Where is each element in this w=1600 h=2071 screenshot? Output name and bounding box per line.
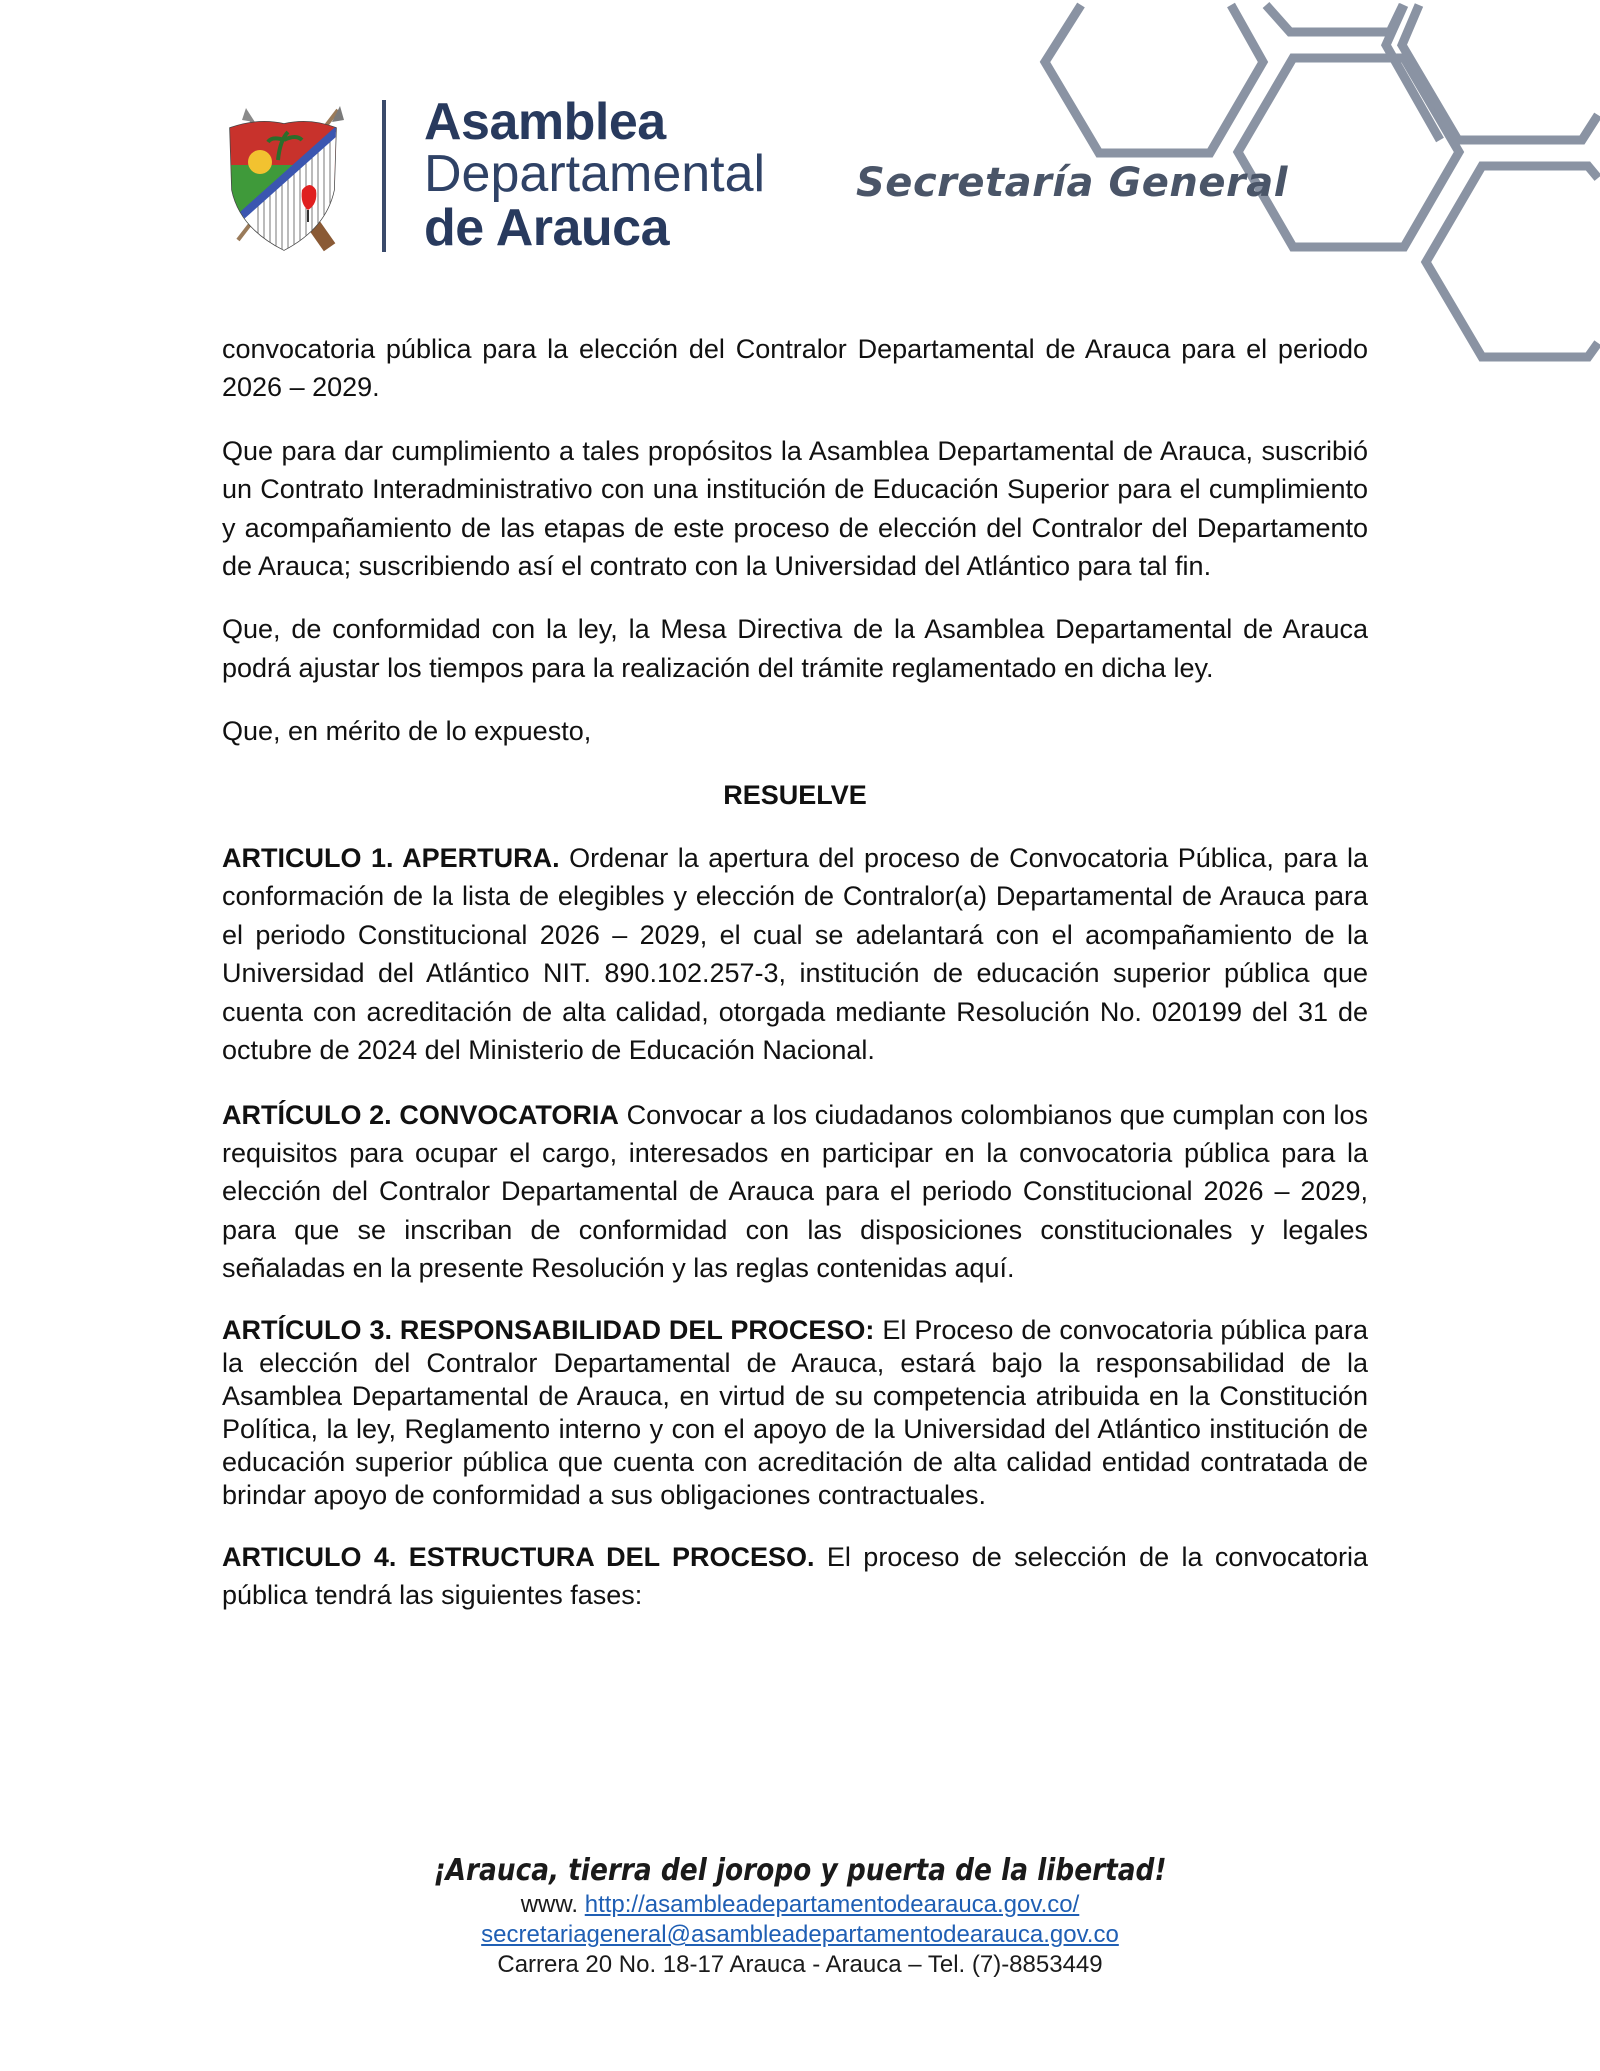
article-1: [222, 839, 1368, 1069]
footer-motto: ¡Arauca, tierra del joropo y puerta de la libertad!: [433, 1853, 1167, 1888]
logo-line-de-arauca: de Arauca: [424, 199, 670, 257]
website-prefix: www.: [520, 1891, 585, 1918]
email-link[interactable]: secretariageneral@asambleadepartamentodearauca.gov.co: [481, 1921, 1119, 1948]
article-heading: ARTICULO 4. ESTRUCTURA DEL PROCESO.: [222, 1541, 815, 1572]
logo-line-asamblea: Asamblea: [424, 93, 666, 151]
article-3: [222, 1314, 1368, 1512]
hexagon-shape: [1402, 5, 1598, 140]
article-heading: ARTÍCULO 2. CONVOCATORIA: [222, 1099, 619, 1130]
footer-website-line: [0, 1890, 1600, 1920]
article-heading: ARTICULO 1. APERTURA.: [222, 843, 560, 874]
footer-address: Carrera 20 No. 18-17 Arauca - Arauca – Tel. (7)-8853449: [497, 1951, 1103, 1978]
hexagon-shape: [1266, 5, 1403, 32]
footer-email-line: [0, 1920, 1600, 1950]
hexagon-shape: [1238, 58, 1459, 247]
institution-logo-text: [424, 93, 766, 257]
article-heading: ARTÍCULO 3. RESPONSABILIDAD DEL PROCESO:: [222, 1314, 875, 1345]
article-text: Convocar a los ciudadanos colombianos que cumplan con los requisitos para ocupar el cargo, interesados en participar en la convocatoria pública para la elección del Contralor Departamental de Arauca para el periodo Constitucional 2026 – 2029, para que se inscriban de conformidad con las disposiciones constitucionales y legales señaladas en la presente Resolución y las reglas contenidas aquí.: [222, 1099, 1368, 1284]
hexagon-shape: [1045, 5, 1263, 153]
paragraph-merito: Que, en mérito de lo expuesto,: [222, 716, 592, 747]
article-text: El Proceso de convocatoria pública para la elección del Contralor Departamental de Arauca, estará bajo la responsabilidad de la Asamblea Departamental de Arauca, en virtud de su competencia atribuida en la Constitución Política, la ley, Reglamento interno y con el apoyo de la Universidad del Atlántico institución de educación superior pública que cuenta con acreditación de alta calidad entidad contratada de brindar apoyo de conformidad a sus obligaciones contractuales.: [222, 1314, 1368, 1510]
article-4: [222, 1538, 1368, 1615]
paragraph-contract: Que para dar cumplimiento a tales propósitos la Asamblea Departamental de Arauca, suscribió un Contrato Interadministrativo con una institución de Educación Superior para el cumplimiento y acompañamiento de las etapas de este proceso de elección del Contralor del Departamento de Arauca; suscribiendo así el contrato con la Universidad del Atlántico para tal fin.: [222, 435, 1368, 582]
hexagon-shape: [1426, 166, 1598, 357]
article-text: El proceso de selección de la convocatoria pública tendrá las siguientes fases:: [222, 1541, 1368, 1610]
logo-line-departamental: Departamental: [424, 145, 766, 203]
coat-of-arms-logo: [218, 100, 348, 255]
paragraph-mesa-directiva: Que, de conformidad con la ley, la Mesa Directiva de la Asamblea Departamental de Arauca podrá ajustar los tiempos para la realización del trámite reglamentado en dicha ley.: [222, 614, 1368, 683]
page-footer: [0, 1852, 1600, 1980]
website-link[interactable]: http://asambleadepartamentodearauca.gov.co/: [584, 1891, 1080, 1918]
section-title: Secretaría General: [856, 160, 1288, 206]
hexagon-shape: [1386, 5, 1440, 140]
article-text: Ordenar la apertura del proceso de Convocatoria Pública, para la conformación de la lista de elegibles y elección de Contralor(a) Departamental de Arauca para el periodo Constitucional 2026 – 2029, el cual se adelantará con el acompañamiento de la Universidad del Atlántico NIT. 890.102.257-3, institución de educación superior pública que cuenta con acreditación de alta calidad, otorgada mediante Resolución No. 020199 del 31 de octubre de 2024 del Ministerio de Educación Nacional.: [222, 843, 1368, 1066]
resuelve-heading: RESUELVE: [723, 779, 867, 810]
logo-divider: [382, 100, 386, 252]
article-2: [222, 1096, 1368, 1288]
paragraph-intro: convocatoria pública para la elección del Contralor Departamental de Arauca para el periodo 2026 – 2029.: [222, 334, 1368, 403]
document-body: [222, 330, 1368, 1614]
